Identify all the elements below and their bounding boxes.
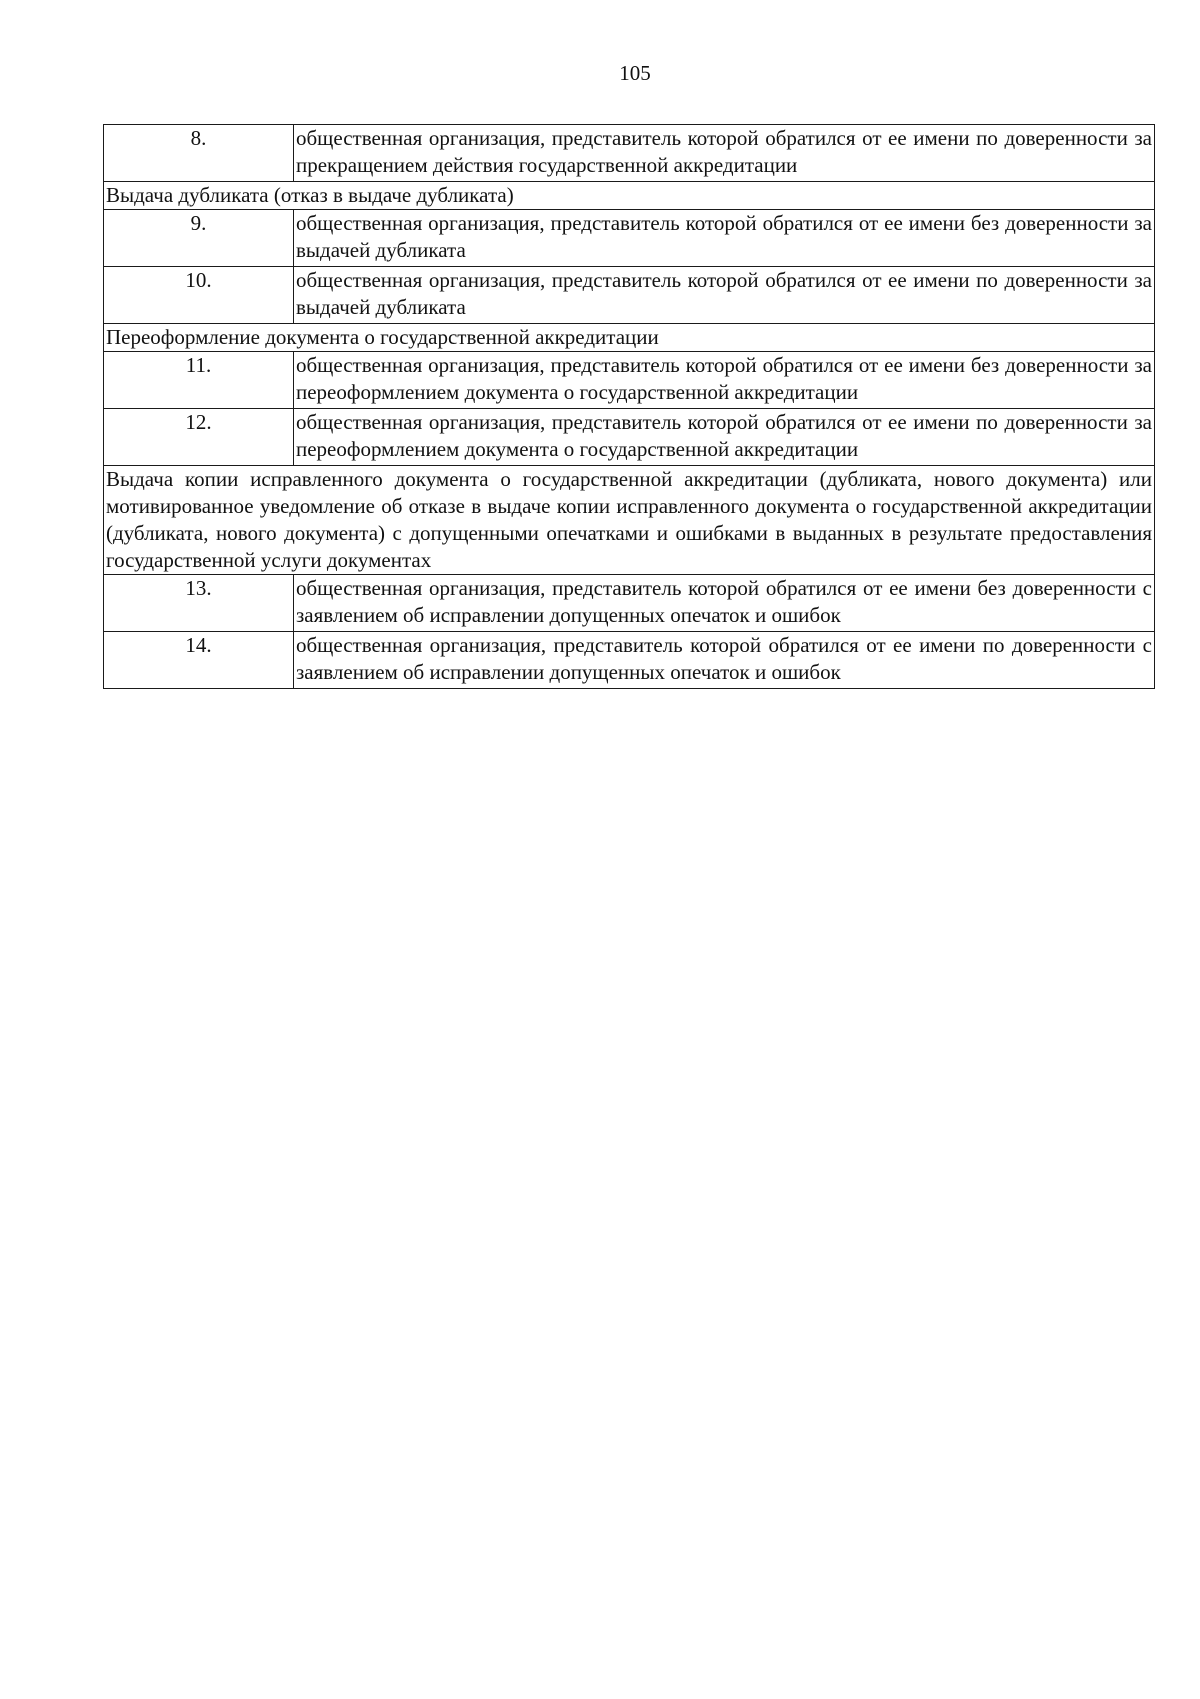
row-text: общественная организация, представитель которой обратился от ее имени без доверенности с заявлением об исправлении допущенных опечаток и ошибок xyxy=(294,575,1155,632)
section-title: Переоформление документа о государственной аккредитации xyxy=(104,324,1155,352)
section-title: Выдача копии исправленного документа о государственной аккредитации (дубликата, нового документа) или мотивированное уведомление об отказе в выдаче копии исправленного документа о государственной аккредитации (дубликата, нового документа) с допущенными опечатками и ошибками в выданных в результате предоставления государственной услуги документах xyxy=(104,466,1155,575)
row-text: общественная организация, представитель которой обратился от ее имени по доверенности за переоформлением документа о государственной аккредитации xyxy=(294,409,1155,466)
row-text: общественная организация, представитель которой обратился от ее имени без доверенности за выдачей дубликата xyxy=(294,210,1155,267)
table-row-13 xyxy=(104,575,1155,632)
section-title: Выдача дубликата (отказ в выдаче дубликата) xyxy=(104,182,1155,210)
page-number: 105 xyxy=(619,61,651,85)
row-number: 9. xyxy=(104,210,294,267)
row-number: 13. xyxy=(104,575,294,632)
table-row-11 xyxy=(104,352,1155,409)
row-text: общественная организация, представитель которой обратился от ее имени по доверенности за выдачей дубликата xyxy=(294,267,1155,324)
table-body xyxy=(104,125,1155,689)
table-row-10 xyxy=(104,267,1155,324)
table-row-8 xyxy=(104,125,1155,182)
table-row-14 xyxy=(104,632,1155,689)
row-number: 11. xyxy=(104,352,294,409)
row-number: 14. xyxy=(104,632,294,689)
section-header-duplicate xyxy=(104,182,1155,210)
table-row-12 xyxy=(104,409,1155,466)
row-text: общественная организация, представитель которой обратился от ее имени по доверенности с заявлением об исправлении допущенных опечаток и ошибок xyxy=(294,632,1155,689)
section-header-reissue xyxy=(104,324,1155,352)
row-text: общественная организация, представитель которой обратился от ее имени без доверенности за переоформлением документа о государственной аккредитации xyxy=(294,352,1155,409)
row-number: 12. xyxy=(104,409,294,466)
row-number: 8. xyxy=(104,125,294,182)
row-number: 10. xyxy=(104,267,294,324)
table-row-9 xyxy=(104,210,1155,267)
section-header-corrected-copy xyxy=(104,466,1155,575)
accreditation-table xyxy=(103,124,1155,689)
row-text: общественная организация, представитель которой обратился от ее имени по доверенности за прекращением действия государственной аккредитации xyxy=(294,125,1155,182)
